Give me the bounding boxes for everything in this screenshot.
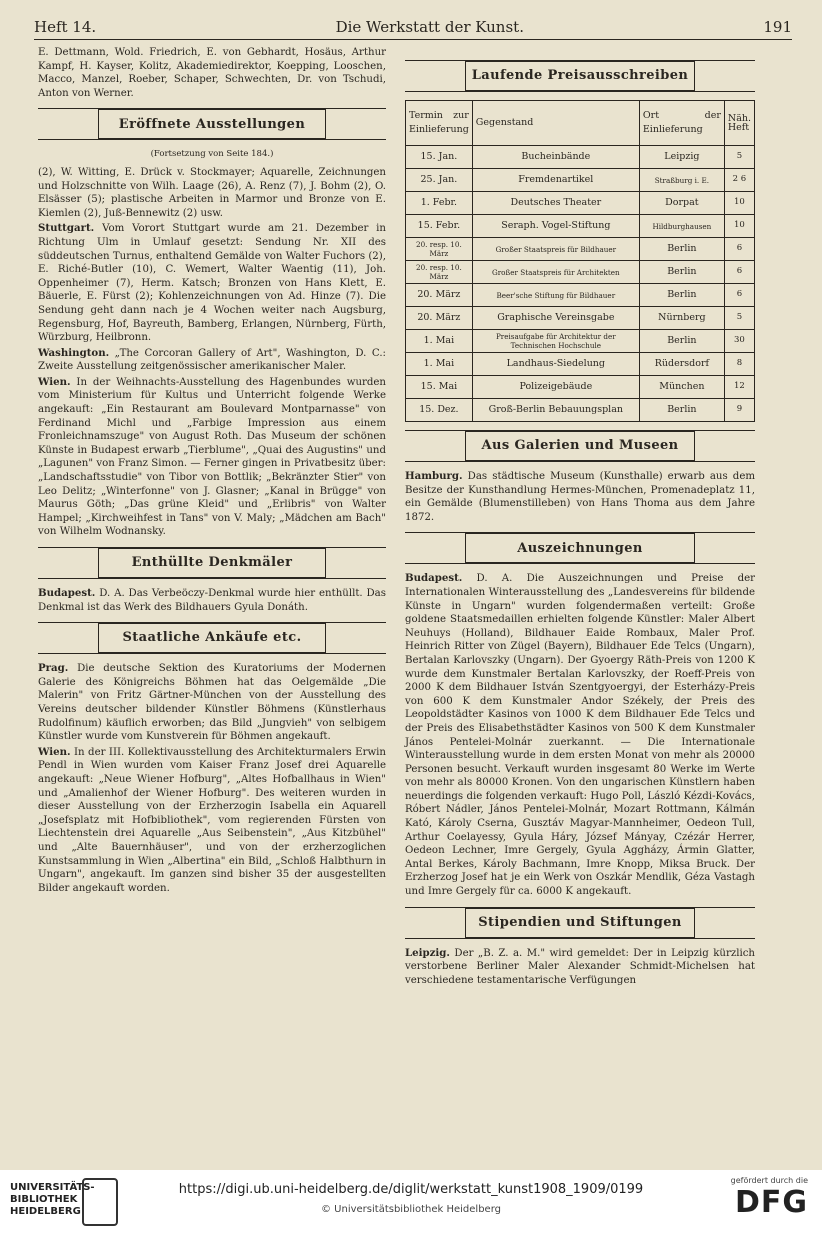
cell-topic: Graphische Vereinsgabe [472,307,639,330]
cell-place: Berlin [639,330,724,353]
paragraph: Stuttgart. Vom Vorort Stuttgart wurde am 21. Dezember in Richtung Ulm in Umlauf gesetzt: Sendung Nr. XII des süddeutschen Turnus, enthaltend Gemälde von Walter Fuchors (2), E. Riché-Butler (10), C. Wemert, Walter Waentig (11), Joh. Oppenheimer (7), Herm. Katsch; Bronzen von Hans Klett, E. Bäuerle, E. Fürst (2); Kohlenzeichnungen von Ad. Hinze (7). Die Sendung geht dann nach je 4 Wochen weiter nach Augsburg, Regensburg, Hof, Bayreuth, Bamberg, Erlangen, Nürnberg, Fürth, Würzburg, Heilbronn. [38,222,386,344]
cell-date: 25. Jan. [406,169,473,192]
continuation-note: (Fortsetzung von Seite 184.) [150,149,274,160]
place-name: Budapest. [405,572,463,585]
cell-place: München [639,376,724,399]
table-row [406,146,755,169]
right-column [405,46,755,989]
table-row [406,330,755,353]
cell-topic: Landhaus-Siedelung [472,353,639,376]
section-header-exhibitions [38,108,386,140]
cell-num: 5 [724,146,754,169]
cell-num: 8 [724,353,754,376]
cell-num: 2 6 [724,169,754,192]
place-name: Prag. [38,662,69,675]
section-header-competitions [405,60,755,92]
cell-place: Berlin [639,399,724,422]
place-name: Wien. [38,375,71,388]
section-title: Stipendien und Stiftungen [465,908,695,938]
paragraph: Hamburg. Das städtische Museum (Kunsthalle) erwarb aus dem Besitze der Kunsthandlung Hermes-München, Promenadeplatz 11, ein Gemälde (Blumenstilleben) von Hans Thoma aus dem Jahre 1872. [405,470,756,523]
cell-topic: Großer Staatspreis für Architekten [472,261,639,284]
cell-date: 20. resp. 10. März [406,238,473,261]
section-header-purchases [38,622,386,654]
table-header-row [406,101,755,146]
cell-date: 20. März [406,284,473,307]
section-title: Enthüllte Denkmäler [98,548,326,578]
paragraph: Budapest. D. A. Das Verbeöczy-Denkmal wurde hier enthüllt. Das Denkmal ist das Werk des Bildhauers Gyula Donáth. [38,587,386,613]
cell-num: 6 [724,284,754,307]
place-name: Budapest. [38,587,96,599]
cell-num: 30 [724,330,754,353]
table-row [406,284,755,307]
col-header-date: Termin zur Einlieferung [406,101,473,146]
cell-num: 6 [724,238,754,261]
cell-topic: Polizeigebäude [472,376,639,399]
intro-paragraph: E. Dettmann, Wold. Friedrich, E. von Gebhardt, Hosäus, Arthur Kampf, H. Kayser, Kolitz, Akademiedirektor, Koepping, Looschen, Macco, Manzel, Roeber, Schaper, Schwechten, Dr. von Tschudi, Anton von Werner. [38,47,386,99]
cell-topic: Groß-Berlin Bebauungsplan [472,399,639,422]
left-column [38,46,386,897]
table-row [406,261,755,284]
cell-num: 12 [724,376,754,399]
cell-place: Berlin [639,284,724,307]
cell-date: 15. Jan. [406,146,473,169]
cell-place: Nürnberg [639,307,724,330]
cell-topic: Seraph. Vogel-Stiftung [472,215,639,238]
page-header [34,14,792,40]
table-row [406,307,755,330]
section-header-scholarships [405,907,755,939]
cell-date: 1. Febr. [406,192,473,215]
section-header-awards [405,532,755,564]
cell-place: Berlin [639,261,724,284]
cell-num: 9 [724,399,754,422]
table-row [406,169,755,192]
cell-num: 10 [724,192,754,215]
cell-date: 1. Mai [406,330,473,353]
library-logo: UNIVERSITÄTS- BIBLIOTHEK HEIDELBERG [10,1182,95,1217]
cell-place: Hildburghausen [639,215,724,238]
copyright: © Universitätsbibliothek Heidelberg [320,1204,501,1215]
cell-place: Berlin [639,238,724,261]
cell-place: Rüdersdorf [639,353,724,376]
cell-topic: Großer Staatspreis für Bildhauer [472,238,639,261]
place-name: Wien. [38,745,71,758]
cell-num: 5 [724,307,754,330]
source-link[interactable]: https://digi.ub.uni-heidelberg.de/diglit/werkstatt_kunst1908_1909/0199 [178,1182,644,1197]
cell-place: Leipzig [639,146,724,169]
section-title: Staatliche Ankäufe etc. [98,623,326,653]
section-title: Auszeichnungen [465,533,695,563]
cell-topic: Bucheinbände [472,146,639,169]
section-title: Laufende Preisausschreiben [465,61,695,91]
paragraph: Washington. „The Corcoran Gallery of Art", Washington, D. C.: Zweite Ausstellung zeitgenössischer amerikanischer Maler. [38,346,386,373]
table-row [406,353,755,376]
cell-date: 20. resp. 10. März [406,261,473,284]
section-header-galleries [405,430,755,462]
cell-date: 15. Febr. [406,215,473,238]
issue-number: Heft 14. [34,18,97,36]
paragraph: Wien. In der Weihnachts-Ausstellung des Hagenbundes wurden vom Ministerium für Kultus und Unterricht folgende Werke angekauft: „Ein Restaurant am Boulevard Montparnasse" von Ferdinand Michl und „Farbige Impression aus einem Fronleichnamszuge" von August Roth. Das Museum der schönen Künste in Budapest erwarb „Tierblume", „Quai des Augustins" und „Lagunen" von Franz Simon. — Ferner gingen in Privatbesitz über: „Landschaftsstudie" von Tibor von Bottlik; „Bekränzter Stier" von Leo Delitz; „Winterfonne" von J. Glasner; „Kanal in Brügge" von Maurus Göth; „Das grüne Kleid" und „Erlibris" von Walter Hampel; „Kirchweihfest in Tans" von V. Maly; „Mädchen am Bach" von Wilhelm Wodnansky. [38,375,386,538]
paragraph: Wien. In der III. Kollektivausstellung des Architekturmalers Erwin Pendl in Wien wurden vom Kaiser Franz Josef drei Aquarelle angekauft: „Neue Wiener Hofburg", „Altes Hofballhaus in Wien" und „Amalienhof der Wiener Hofburg". Des weiteren wurden in dieser Ausstellung von der Erzherzogin Isabella ein Aquarell „Josefsplatz mit Hofbibliothek", vom regierenden Fürsten von Liechtenstein drei Aquarelle „Aus Seibenstein", „Aus Kitzbühel" und „Alte Bauernhäuser", und von der erzherzoglichen Kunstsammlung in Wien „Albertina" ein Bild, „Schloß Halbthurn in Ungarn", angekauft. Im ganzen sind bisher 35 der ausgestellten Bilder angekauft worden. [38,745,386,894]
cell-topic: Beer'sche Stiftung für Bildhauer [472,284,639,307]
table-row [406,376,755,399]
table-row [406,215,755,238]
table-row [406,399,755,422]
table-row [406,238,755,261]
cell-topic: Fremdenartikel [472,169,639,192]
col-header-num: Näh. Heft [724,101,754,146]
section-title: Eröffnete Ausstellungen [98,109,326,139]
cell-date: 20. März [406,307,473,330]
cell-date: 1. Mai [406,353,473,376]
viewer-footer [0,1170,822,1245]
cell-num: 10 [724,215,754,238]
cell-place: Straßburg i. E. [639,169,724,192]
place-name: Stuttgart. [38,222,95,235]
paragraph: Prag. Die deutsche Sektion des Kuratoriums der Modernen Galerie des Königreichs Böhmen hat das Oelgemälde „Die Malerin" von Fritz Gärtner-München von der Ausstellung des Vereins deutscher bildender Künstler Böhmens (Künstlerhaus Rudolfinum) käuflich erworben; das Bild „Jungvieh" von selbigem Künstler wurde vom Kunstverein für Böhmen angekauft. [38,662,386,743]
cell-topic: Deutsches Theater [472,192,639,215]
col-header-place: Ort der Einlieferung [639,101,724,146]
col-header-topic: Gegenstand [472,101,639,146]
cell-place: Dorpat [639,192,724,215]
section-title: Aus Galerien und Museen [465,431,695,461]
cell-num: 6 [724,261,754,284]
cell-date: 15. Dez. [406,399,473,422]
table-row [406,192,755,215]
journal-title: Die Werkstatt der Kunst. [335,18,524,36]
place-name: Leipzig. [405,946,450,959]
cell-topic: Preisaufgabe für Architektur der Technischen Hochschule [472,330,639,353]
paragraph: Leipzig. Der „B. Z. a. M." wird gemeldet: Der in Leipzig kürzlich verstorbene Berliner Maler Alexander Schmidt-Michelsen hat verschiedene testamentarische Verfügungen [405,946,755,986]
page-number: 191 [763,18,792,36]
dfg-logo: gefördert durch die DFG [730,1176,808,1220]
paragraph: (2), W. Witting, E. Drück v. Stockmayer; Aquarelle, Zeichnungen und Holzschnitte von Wilh. Laage (26), A. Renz (7), J. Bohm (2), O. Elsässer (5); plastische Arbeiten in Marmor und Bronze von E. Kiemlen (2), Juß-Bennewitz (2) usw. [38,166,386,219]
section-header-monuments [38,547,386,579]
cell-date: 15. Mai [406,376,473,399]
competitions-table [405,100,755,422]
paragraph: Budapest. D. A. Die Auszeichnungen und Preise der Internationalen Winterausstellung des „Landesvereins für bildende Künste in Ungarn" wurden folgendermaßen verteilt: Große goldene Staatsmedaillen erhielten folgende Künstler: Maler Albert Neuhuys (Holland), Bildhauer Eaide Rombaux, Maler Prof. Heinrich Ritter von Zügel (Bayern), Bildhauer Ede Telcs (Ungarn), Bertalan Karlovszky (Ungarn). Der Gyoergy Räth-Preis von 1200 K wurde dem Kunstmaler Bertalan Karlovszky, der Roeff-Preis von 2000 K dem Bildhauer István Szentgyoergyi, der Esterházy-Preis von 600 K dem Kunstmaler Andor Székely, der Preis des Leopoldstädter Kasinos von 1000 K dem Bildhauer Ede Telcs und der Preis des Elisabethstädter Kasinos von 500 K dem Kunstmaler János Pentelei-Molnár zuerkannt. — Die Internationale Winterausstellung wurde in dem ersten Monat von mehr als 20000 Personen besucht. Verkauft wurden insgesamt 80 Werke im Werte von mehr als 80000 Kronen. Von den ungarischen Künstlern haben neuerdings die folgenden verkauft: Hugo Poll, László Kézdi-Kovács, Róbert Nádler, János Pentelei-Molnár, Mozart Rottmann, Kálmán Kató, Károly Cserna, Gusztáv Magyar-Mannheimer, Oedeon Tull, Arthur Coelayessy, Gyula Háry, József Mányay, Czézár Herrer, Oedeon Lechner, Imre Gergely, Gyula Aggházy, Ármin Glatter, Antal Berkes, Károly Bachmann, Imre Knopp, Miksa Bruck. Der Erzherzog Josef hat je ein Werk von Oszkár Mendlik, Géza Vastagh und Imre Gergely für ca. 6000 K angekauft. [405,572,755,898]
place-name: Hamburg. [405,470,463,482]
place-name: Washington. [38,346,110,359]
